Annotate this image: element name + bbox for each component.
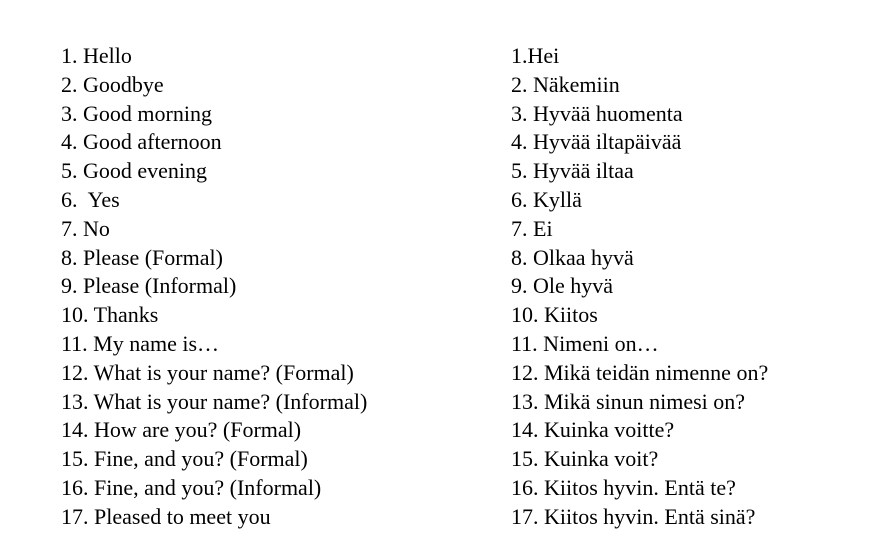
finnish-phrase: 13. Mikä sinun nimesi on? [511, 388, 746, 414]
english-phrase: 12. What is your name? (Formal) [61, 359, 354, 385]
english-phrase: 8. Please (Formal) [61, 244, 223, 270]
finnish-phrase: 4. Hyvää iltapäivää [511, 129, 682, 155]
finnish-phrase: 9. Ole hyvä [511, 273, 614, 299]
english-phrase: 10. Thanks [61, 302, 159, 328]
finnish-phrase: 1.Hei [511, 43, 560, 68]
finnish-phrase: 16. Kiitos hyvin. Entä te? [511, 474, 736, 500]
english-phrase: 2. Goodbye [61, 71, 164, 97]
finnish-phrase-list [511, 42, 861, 532]
finnish-phrase: 14. Kuinka voitte? [511, 417, 675, 443]
english-phrase: 5. Good evening [61, 158, 208, 184]
english-phrase: 11. My name is… [61, 330, 220, 356]
english-phrase: 6. Yes [61, 186, 120, 212]
english-phrase: 17. Pleased to meet you [61, 503, 271, 529]
english-phrase: 1. Hello [61, 43, 132, 68]
english-phrase: 14. How are you? (Formal) [61, 417, 302, 443]
finnish-phrase: 6. Kyllä [511, 186, 582, 212]
english-phrase: 13. What is your name? (Informal) [61, 388, 368, 414]
finnish-phrase: 12. Mikä teidän nimenne on? [511, 359, 769, 385]
finnish-phrase: 10. Kiitos [511, 302, 598, 328]
finnish-phrase: 2. Näkemiin [511, 71, 620, 97]
finnish-phrase: 17. Kiitos hyvin. Entä sinä? [511, 503, 756, 529]
english-phrase-list [61, 42, 481, 532]
finnish-phrase: 15. Kuinka voit? [511, 446, 659, 472]
english-phrase: 3. Good morning [61, 100, 212, 126]
finnish-phrase: 7. Ei [511, 215, 553, 241]
english-phrase: 15. Fine, and you? (Formal) [61, 446, 308, 472]
finnish-phrase: 11. Nimeni on… [511, 330, 659, 356]
english-phrase: 9. Please (Informal) [61, 273, 237, 299]
english-phrase: 7. No [61, 215, 110, 241]
english-phrase: 4. Good afternoon [61, 129, 222, 155]
finnish-phrase: 3. Hyvää huomenta [511, 100, 683, 126]
english-phrase: 16. Fine, and you? (Informal) [61, 474, 322, 500]
finnish-phrase: 8. Olkaa hyvä [511, 244, 634, 270]
finnish-phrase: 5. Hyvää iltaa [511, 158, 634, 184]
